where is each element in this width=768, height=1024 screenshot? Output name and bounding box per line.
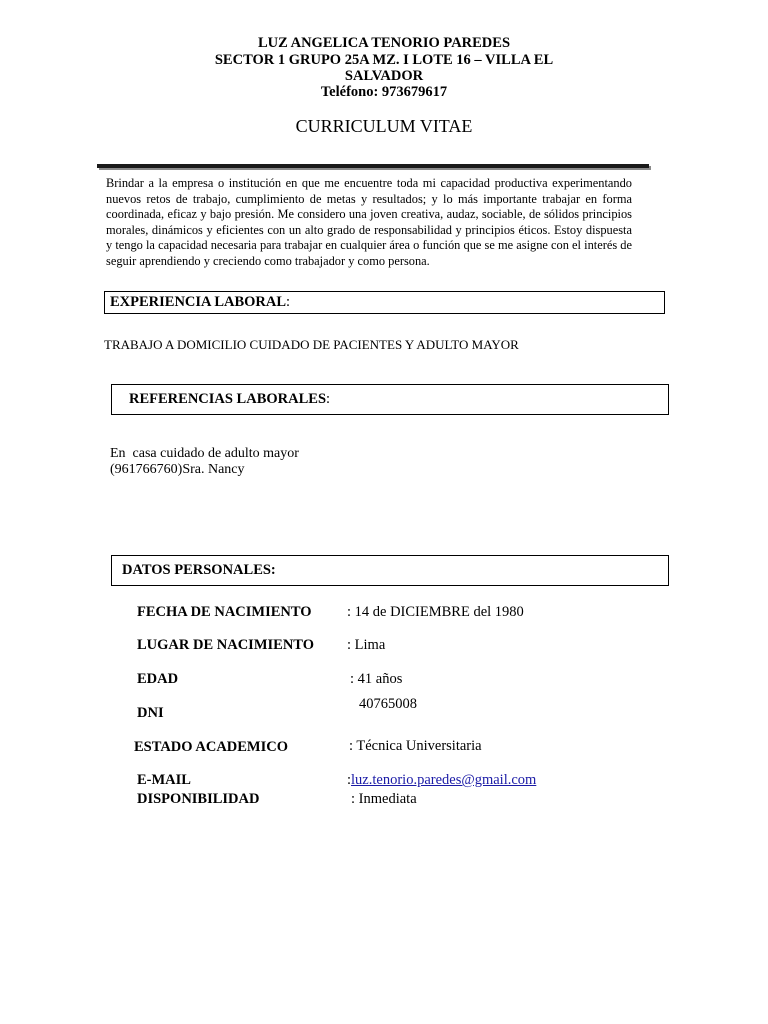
age-label: EDAD bbox=[137, 671, 179, 687]
email-label: E-MAIL bbox=[137, 772, 191, 788]
experience-heading-colon: : bbox=[286, 294, 291, 310]
birth-place-label: LUGAR DE NACIMIENTO bbox=[137, 637, 314, 653]
document-title: CURRICULUM VITAE bbox=[295, 116, 473, 136]
birth-date-label: FECHA DE NACIMIENTO bbox=[137, 604, 312, 620]
availability-label: DISPONIBILIDAD bbox=[137, 791, 260, 807]
objective-paragraph: Brindar a la empresa o institución en que me encuentre toda mi capacidad productiva experimentando nuevos retos de trabajo, cumplimiento de metas y resultados; y lo más importante trabajar en forma coordinada, eficaz y bajo presión. Me considero una joven creativa, audaz, sociable, de sólidos principios morales, dinámicos y eficientes con un alto grado de responsabilidad y principios éticos. Estoy dispuesta y tengo la capacidad necesaria para trabajar en cualquier área o función que se me asigne con el interés de seguir aprendiendo y creciendo como trabajador y como persona. bbox=[106, 176, 632, 268]
birth-date-value: : 14 de DICIEMBRE del 1980 bbox=[347, 604, 524, 620]
header-divider bbox=[97, 164, 649, 168]
dni-value: 40765008 bbox=[359, 696, 417, 712]
references-heading-colon: : bbox=[326, 391, 331, 407]
availability-value: : Inmediata bbox=[351, 791, 417, 807]
reference-line-1: En casa cuidado de adulto mayor bbox=[110, 446, 299, 461]
references-heading: REFERENCIAS LABORALES bbox=[129, 391, 327, 407]
address-line-1: SECTOR 1 GRUPO 25A MZ. I LOTE 16 – VILLA EL bbox=[214, 52, 554, 68]
email-link[interactable]: luz.tenorio.paredes@gmail.com bbox=[351, 772, 537, 788]
email-colon: : bbox=[347, 772, 352, 788]
reference-line-2: (961766760)Sra. Nancy bbox=[110, 462, 245, 477]
age-value: : 41 años bbox=[350, 671, 403, 687]
birth-place-value: : Lima bbox=[347, 637, 386, 653]
experience-section-header bbox=[104, 291, 665, 314]
academic-status-value: : Técnica Universitaria bbox=[349, 738, 482, 754]
address-line-2: SALVADOR bbox=[344, 68, 424, 84]
personal-data-heading: DATOS PERSONALES: bbox=[122, 562, 276, 578]
experience-item: TRABAJO A DOMICILIO CUIDADO DE PACIENTES Y ADULTO MAYOR bbox=[104, 337, 519, 352]
email-value bbox=[347, 772, 536, 789]
personal-data-section-header bbox=[111, 555, 669, 586]
dni-label: DNI bbox=[137, 705, 164, 721]
references-content bbox=[110, 446, 299, 478]
phone-number: Teléfono: 973679617 bbox=[320, 84, 448, 100]
applicant-name: LUZ ANGELICA TENORIO PAREDES bbox=[257, 35, 511, 51]
academic-status-label: ESTADO ACADEMICO bbox=[134, 739, 289, 755]
experience-heading: EXPERIENCIA LABORAL bbox=[110, 294, 287, 310]
references-section-header bbox=[111, 384, 669, 415]
